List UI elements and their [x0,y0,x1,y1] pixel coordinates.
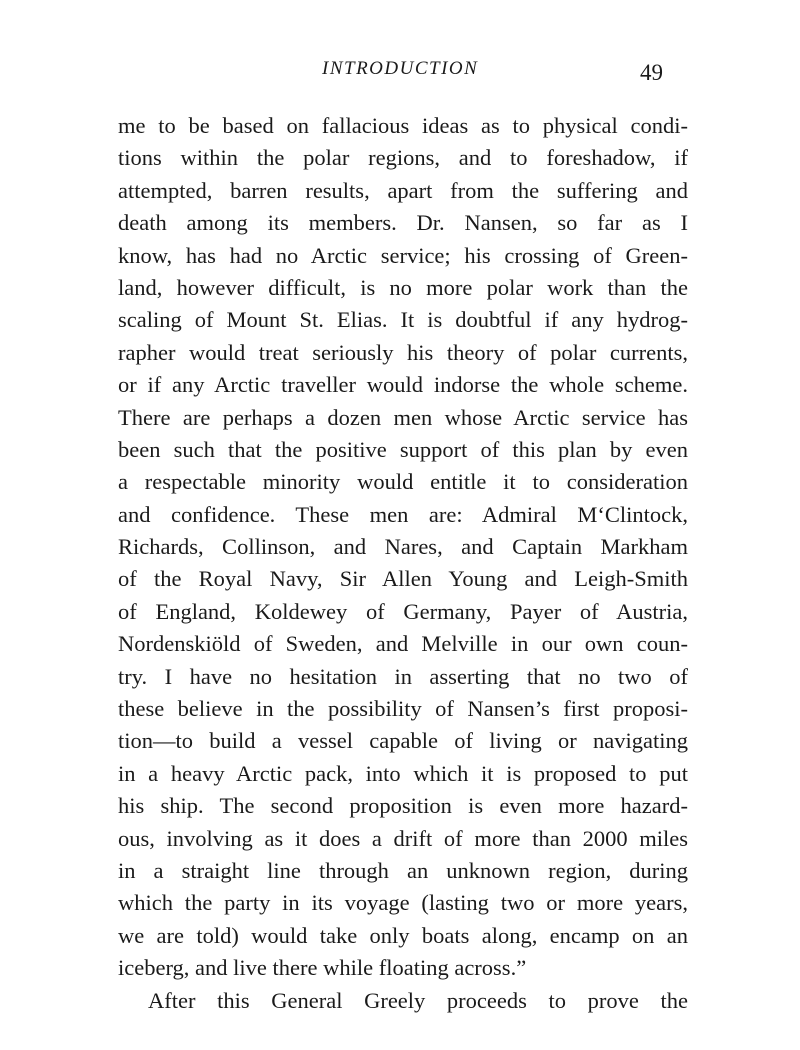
text-line: in a straight line through an unknown region, during [118,857,688,883]
text-line: After this General Greely proceeds to prove the [148,987,688,1013]
text-line: we are told) would take only boats along, encamp on an [118,922,688,948]
text-line: Richards, Collinson, and Nares, and Captain Markham [118,534,688,560]
text-line: and confidence. These men are: Admiral M‘Clintock, [118,501,688,527]
body-text [118,110,688,1017]
text-line: scaling of Mount St. Elias. It is doubtful if any hydrog- [118,307,688,333]
text-line: tions within the polar regions, and to foreshadow, if [118,145,688,171]
running-title: INTRODUCTION [322,58,479,79]
text-line: of England, Koldewey of Germany, Payer of Austria, [118,598,688,624]
text-line: try. I have no hesitation in asserting that no two of [118,663,688,689]
text-line: which the party in its voyage (lasting two or more years, [118,890,688,916]
text-line: in a heavy Arctic pack, into which it is proposed to put [118,760,688,786]
text-line: his ship. The second proposition is even more hazard- [118,793,688,819]
text-line: iceberg, and live there while floating across.” [118,955,527,981]
text-line: me to be based on fallacious ideas as to physical condi- [118,113,688,138]
text-line: There are perhaps a dozen men whose Arctic service has [118,404,688,430]
text-line: a respectable minority would entitle it to consideration [118,469,688,495]
text-line: been such that the positive support of this plan by even [118,436,688,462]
text-line: attempted, barren results, apart from the suffering and [118,177,688,203]
text-line: Nordenskiöld of Sweden, and Melville in our own coun- [118,631,688,657]
text-line: or if any Arctic traveller would indorse the whole scheme. [118,372,688,398]
text-line: tion—to build a vessel capable of living or navigating [118,728,688,754]
text-line: land, however difficult, is no more polar work than the [118,274,688,300]
text-line: rapher would treat seriously his theory of polar currents, [118,339,688,365]
page-number: 49 [640,60,663,85]
text-line: know, has had no Arctic service; his crossing of Green- [118,242,688,268]
text-line: death among its members. Dr. Nansen, so far as I [118,210,688,236]
text-line: of the Royal Navy, Sir Allen Young and Leigh-Smith [118,566,688,592]
text-line: ous, involving as it does a drift of more than 2000 miles [118,825,688,851]
text-line: these believe in the possibility of Nansen’s first proposi- [118,696,688,722]
